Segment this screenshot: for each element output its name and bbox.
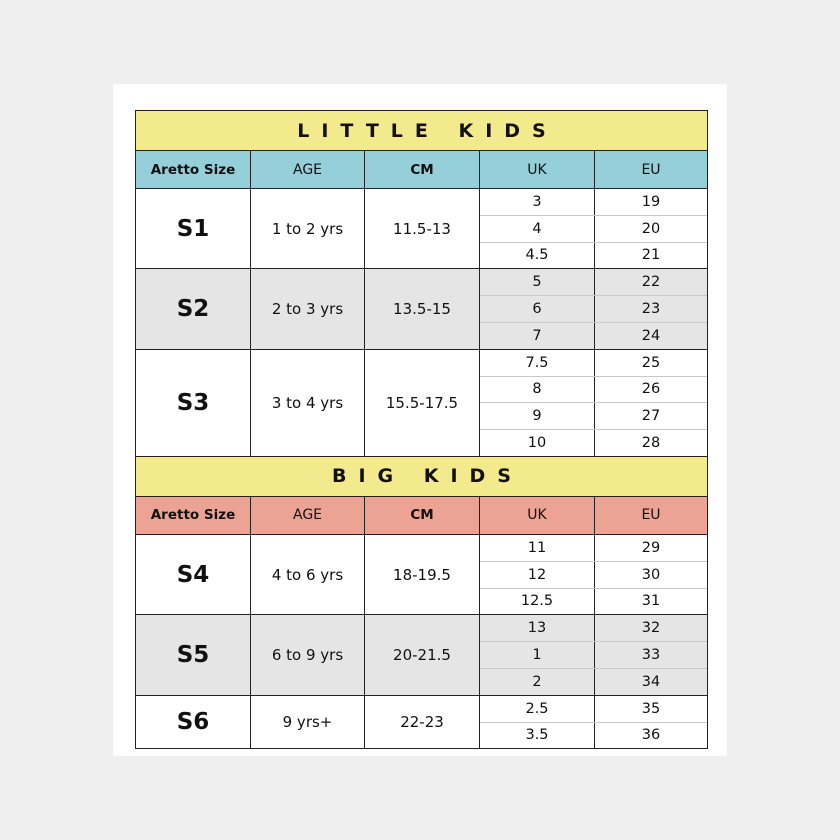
table-row xyxy=(480,189,707,216)
eu-size: 22 xyxy=(641,274,661,291)
uk-eu-rows xyxy=(480,696,707,749)
cm-range: 18-19.5 xyxy=(365,535,480,614)
size-label: S2 xyxy=(136,269,251,348)
header-eu: EU xyxy=(641,507,661,524)
uk-eu-rows xyxy=(480,535,707,614)
table-row xyxy=(480,350,707,377)
cm-range: 15.5-17.5 xyxy=(365,350,480,456)
age-range: 6 to 9 yrs xyxy=(251,615,365,694)
uk-eu-rows xyxy=(480,615,707,694)
cm-range: 13.5-15 xyxy=(365,269,480,348)
size-label: S5 xyxy=(136,615,251,694)
eu-size: 19 xyxy=(641,193,661,210)
table-row xyxy=(480,642,707,669)
table-row xyxy=(480,669,707,695)
header-eu: EU xyxy=(641,161,661,178)
table-row xyxy=(480,296,707,323)
uk-size: 10 xyxy=(480,430,595,456)
uk-size: 2.5 xyxy=(480,696,595,722)
eu-size: 28 xyxy=(641,435,661,452)
uk-eu-rows xyxy=(480,189,707,268)
header-uk: UK xyxy=(480,151,595,188)
uk-size: 2 xyxy=(480,669,595,695)
uk-size: 12 xyxy=(480,562,595,588)
uk-size: 8 xyxy=(480,377,595,403)
table-row xyxy=(480,403,707,430)
size-group-s5 xyxy=(136,615,707,695)
size-label: S1 xyxy=(136,189,251,268)
uk-size: 13 xyxy=(480,615,595,641)
age-range: 1 to 2 yrs xyxy=(251,189,365,268)
size-label: S4 xyxy=(136,535,251,614)
header-row-little-kids xyxy=(136,151,707,189)
eu-size: 27 xyxy=(641,408,661,425)
section-title-little-kids: LITTLE KIDS xyxy=(136,111,707,151)
uk-eu-rows xyxy=(480,350,707,456)
table-row xyxy=(480,323,707,349)
eu-size: 25 xyxy=(641,354,661,371)
uk-size: 12.5 xyxy=(480,589,595,615)
table-row xyxy=(480,615,707,642)
table-row xyxy=(480,243,707,269)
uk-size: 1 xyxy=(480,642,595,668)
age-range: 3 to 4 yrs xyxy=(251,350,365,456)
eu-size: 20 xyxy=(641,220,661,237)
eu-size: 34 xyxy=(641,673,661,690)
eu-size: 33 xyxy=(641,647,661,664)
uk-size: 3 xyxy=(480,189,595,215)
age-range: 9 yrs+ xyxy=(251,696,365,749)
eu-size: 21 xyxy=(641,247,661,264)
size-group-s4 xyxy=(136,535,707,615)
size-label: S6 xyxy=(136,696,251,749)
age-range: 2 to 3 yrs xyxy=(251,269,365,348)
table-row xyxy=(480,377,707,404)
eu-size: 35 xyxy=(641,700,661,717)
size-group-s2 xyxy=(136,269,707,349)
header-cm: CM xyxy=(365,497,480,534)
uk-size: 4.5 xyxy=(480,243,595,269)
header-aretto-size: Aretto Size xyxy=(136,497,251,534)
size-label: S3 xyxy=(136,350,251,456)
table-row xyxy=(480,535,707,562)
eu-size: 30 xyxy=(641,566,661,583)
cm-range: 20-21.5 xyxy=(365,615,480,694)
uk-size: 5 xyxy=(480,269,595,295)
header-aretto-size: Aretto Size xyxy=(136,151,251,188)
size-chart xyxy=(135,110,708,749)
size-group-s6 xyxy=(136,696,707,749)
table-row xyxy=(480,562,707,589)
section-title-big-kids: BIG KIDS xyxy=(136,457,707,497)
eu-size: 29 xyxy=(641,539,661,556)
header-uk: UK xyxy=(480,497,595,534)
size-group-s1 xyxy=(136,189,707,269)
header-age: AGE xyxy=(251,151,365,188)
table-row xyxy=(480,430,707,456)
cm-range: 11.5-13 xyxy=(365,189,480,268)
table-row xyxy=(480,723,707,749)
size-group-s3 xyxy=(136,350,707,457)
eu-size: 24 xyxy=(641,327,661,344)
uk-size: 4 xyxy=(480,216,595,242)
uk-size: 6 xyxy=(480,296,595,322)
uk-eu-rows xyxy=(480,269,707,348)
age-range: 4 to 6 yrs xyxy=(251,535,365,614)
table-row xyxy=(480,269,707,296)
table-row xyxy=(480,589,707,615)
uk-size: 3.5 xyxy=(480,723,595,749)
eu-size: 32 xyxy=(641,620,661,637)
uk-size: 7 xyxy=(480,323,595,349)
cm-range: 22-23 xyxy=(365,696,480,749)
eu-size: 31 xyxy=(641,593,661,610)
header-cm: CM xyxy=(365,151,480,188)
eu-size: 23 xyxy=(641,301,661,318)
uk-size: 9 xyxy=(480,403,595,429)
uk-size: 7.5 xyxy=(480,350,595,376)
header-age: AGE xyxy=(251,497,365,534)
header-row-big-kids xyxy=(136,497,707,535)
table-row xyxy=(480,216,707,243)
eu-size: 26 xyxy=(641,381,661,398)
table-row xyxy=(480,696,707,723)
eu-size: 36 xyxy=(641,727,661,744)
uk-size: 11 xyxy=(480,535,595,561)
